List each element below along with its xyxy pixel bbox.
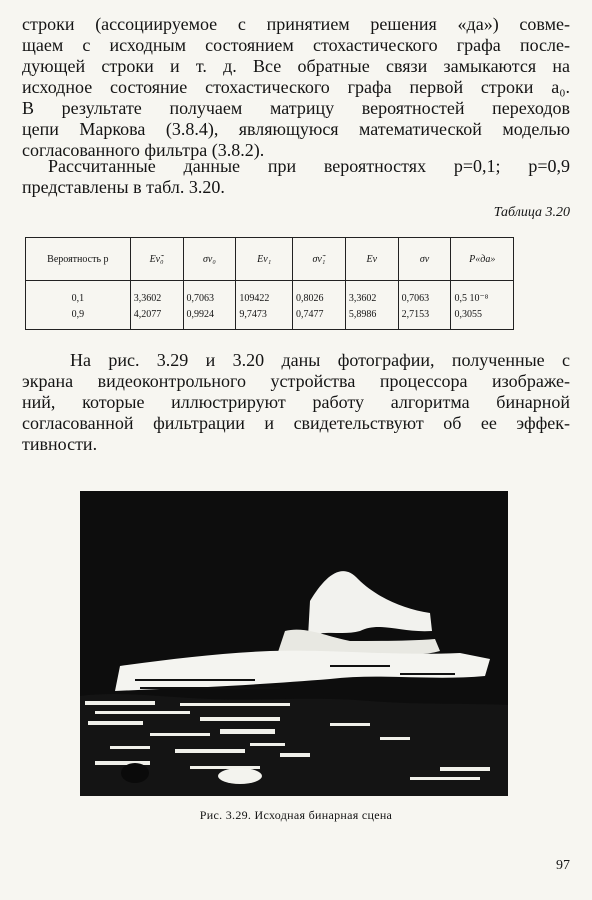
paragraph-computed-data xyxy=(22,156,570,198)
table-cell: 0,3055 xyxy=(451,306,514,330)
figure-caption: Рис. 3.29. Исходная бинарная сцена xyxy=(199,808,393,822)
header-p-yes: P«да» xyxy=(451,238,514,281)
table-cell: 0,7063 xyxy=(183,281,236,307)
table-cell: 0,5 10⁻⁸ xyxy=(451,281,514,307)
text-line: щаем с исходным состоянием стохастического графа после- xyxy=(22,35,570,55)
text-line: На рис. 3.29 и 3.20 даны фотографии, полученные с xyxy=(70,350,570,370)
binary-scene-photo xyxy=(80,491,508,796)
page-number: 97 xyxy=(556,858,570,873)
table-cell: 5,8986 xyxy=(345,306,398,330)
text-line: Рассчитанные данные при вероятностях p=0,1; p=0,9 xyxy=(48,156,570,176)
text-line: ний, которые иллюстрируют работу алгоритма бинарной xyxy=(22,392,570,412)
text-line: тивности. xyxy=(22,434,98,454)
text-line: цепи Маркова (3.8.4), являющуюся математической моделью xyxy=(22,119,570,139)
text-line: строки (ассоциируемое с принятием решения «да») совме- xyxy=(22,14,570,34)
text-line: экрана видеоконтрольного устройства процессора изображе- xyxy=(22,371,570,391)
header-sigma-v: σν xyxy=(398,238,451,281)
table-cell: 4,2077 xyxy=(130,306,183,330)
results-table xyxy=(25,237,514,330)
table-cell: 0,7477 xyxy=(293,306,346,330)
header-sigma-v1: σν̃₁ xyxy=(293,238,346,281)
table-cell: 3,3602 xyxy=(130,281,183,307)
table-header-row xyxy=(26,238,514,281)
table-row xyxy=(26,281,514,307)
text-line: В результате получаем матрицу вероятностей переходов xyxy=(22,98,570,118)
table-cell: 0,8026 xyxy=(293,281,346,307)
table-cell: 3,3602 xyxy=(345,281,398,307)
paragraph-markov-model xyxy=(22,14,570,161)
table-cell: 2,7153 xyxy=(398,306,451,330)
header-ev0: Eν̃₀ xyxy=(130,238,183,281)
text-line: исходное состояние стохастического графа первой строки a₀. xyxy=(22,77,570,97)
table-cell: 0,9 xyxy=(26,306,131,330)
paragraph-figures xyxy=(22,350,570,455)
header-ev: Eν xyxy=(345,238,398,281)
table-cell: 9,7473 xyxy=(236,306,293,330)
header-probability: Вероятность p xyxy=(26,238,131,281)
text-line: представлены в табл. 3.20. xyxy=(22,177,225,197)
table-caption: Таблица 3.20 xyxy=(493,205,570,220)
table-cell: 109422 xyxy=(236,281,293,307)
text-line: дующей строки и т. д. Все обратные связи замыкаются на xyxy=(22,56,570,76)
table-cell: 0,7063 xyxy=(398,281,451,307)
table-row xyxy=(26,306,514,330)
text-line: согласованного фильтра (3.8.2). xyxy=(22,140,265,160)
header-ev1: Eν₁ xyxy=(236,238,293,281)
text-line: согласованной фильтрации и свидетельствуют об ее эффек- xyxy=(22,413,570,433)
table-cell: 0,1 xyxy=(26,281,131,307)
table-cell: 0,9924 xyxy=(183,306,236,330)
header-sigma-v0: σν₀ xyxy=(183,238,236,281)
